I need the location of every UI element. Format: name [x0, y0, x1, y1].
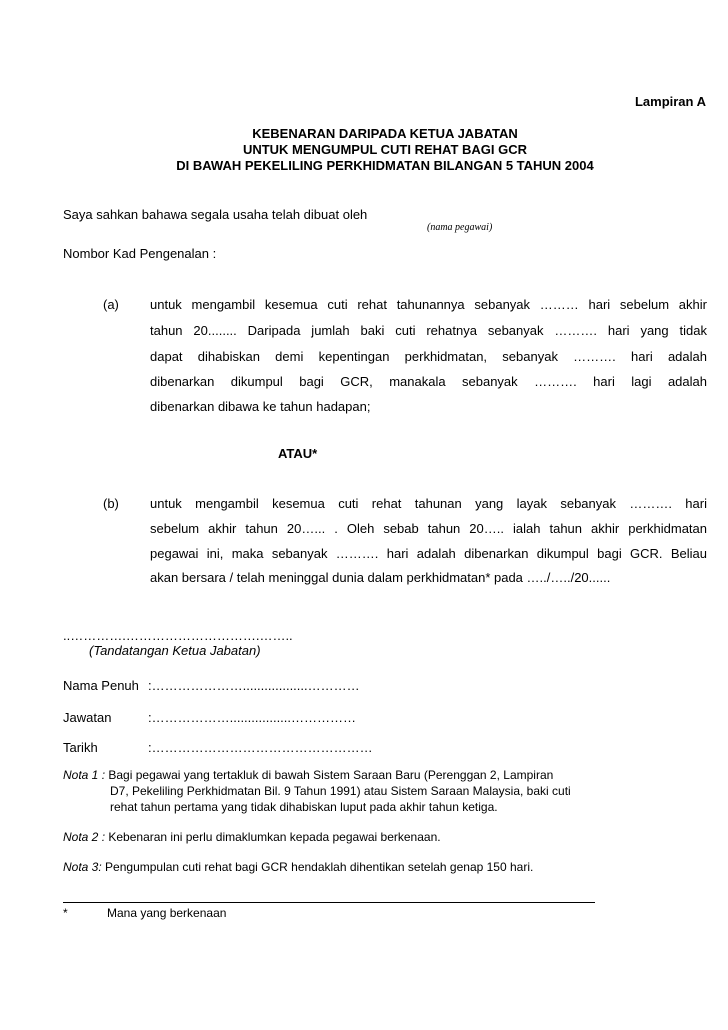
footnote-divider: [63, 902, 595, 903]
footnote-text: Mana yang berkenaan: [107, 906, 227, 920]
nota-1-label: Nota 1 :: [63, 768, 106, 782]
section-b-line: pegawai ini, maka sebanyak ………. hari adalah dibenarkan dikumpul bagi GCR. Beliau: [150, 546, 707, 561]
section-a-label: (a): [103, 297, 119, 312]
section-a-line: dapat dihabiskan demi kepentingan perkhidmatan, sebanyak ………. hari adalah: [150, 349, 707, 364]
nota-2: [63, 830, 441, 844]
nota-3: [63, 860, 533, 874]
section-a-line: dibenarkan dibawa ke tahun hadapan;: [150, 399, 371, 414]
section-a-line: tahun 20........ Daripada jumlah baki cuti rehatnya sebanyak ………. hari yang tidak: [150, 323, 707, 338]
nama-penuh-field[interactable]: :…………………..................…………: [148, 678, 360, 693]
nota-1-text: Bagi pegawai yang tertakluk di bawah Sistem Saraan Baru (Perenggan 2, Lampiran: [105, 768, 554, 782]
atau-separator: ATAU*: [278, 446, 318, 461]
tarikh-field[interactable]: :……………………………………………: [148, 740, 373, 755]
kad-pengenalan-label: Nombor Kad Pengenalan :: [63, 246, 217, 261]
nota-1: [63, 768, 553, 782]
section-b-label: (b): [103, 496, 119, 511]
section-b-line: untuk mengambil kesemua cuti rehat tahunan yang layak sebanyak ………. hari: [150, 496, 707, 511]
nota-1-line-3: rehat tahun pertama yang tidak dihabiskan luput pada akhir tahun ketiga.: [110, 800, 498, 814]
nota-2-label: Nota 2 :: [63, 830, 106, 844]
jawatan-field[interactable]: :……………….................……………: [148, 710, 357, 725]
nota-1-line-2: D7, Pekeliling Perkhidmatan Bil. 9 Tahun 1991) atau Sistem Saraan Malaysia, baki cuti: [110, 784, 571, 798]
footnote-marker: *: [63, 906, 68, 920]
tarikh-label: Tarikh: [63, 740, 98, 755]
section-a-line: dibenarkan dikumpul bagi GCR, manakala sebanyak ………. hari lagi adalah: [150, 374, 707, 389]
signature-caption: (Tandatangan Ketua Jabatan): [89, 643, 261, 658]
title-line-1: KEBENARAN DARIPADA KETUA JABATAN: [252, 126, 518, 141]
section-b-line: sebelum akhir tahun 20…... . Oleh sebab tahun 20….. ialah tahun akhir perkhidmatan: [150, 521, 707, 536]
nama-pegawai-hint: (nama pegawai): [427, 222, 493, 233]
jawatan-label: Jawatan: [63, 710, 112, 725]
nota-2-text: Kebenaran ini perlu dimaklumkan kepada pegawai berkenaan.: [105, 830, 441, 844]
nota-3-label: Nota 3:: [63, 860, 102, 874]
lampiran-label: Lampiran A: [634, 94, 706, 109]
intro-statement: Saya sahkan bahawa segala usaha telah dibuat oleh: [63, 207, 368, 222]
section-b-line: akan bersara / telah meninggal dunia dalam perkhidmatan* pada …../…../20......: [150, 570, 611, 585]
nama-penuh-label: Nama Penuh: [63, 678, 139, 693]
nota-3-text: Pengumpulan cuti rehat bagi GCR hendaklah dihentikan setelah genap 150 hari.: [101, 860, 534, 874]
title-line-2: UNTUK MENGUMPUL CUTI REHAT BAGI GCR: [242, 142, 528, 157]
signature-line: ..………….………………………….……..: [63, 628, 293, 643]
section-a-line: untuk mengambil kesemua cuti rehat tahunannya sebanyak ……… hari sebelum akhir: [150, 297, 707, 312]
title-line-3: DI BAWAH PEKELILING PERKHIDMATAN BILANGAN 5 TAHUN 2004: [176, 158, 594, 173]
